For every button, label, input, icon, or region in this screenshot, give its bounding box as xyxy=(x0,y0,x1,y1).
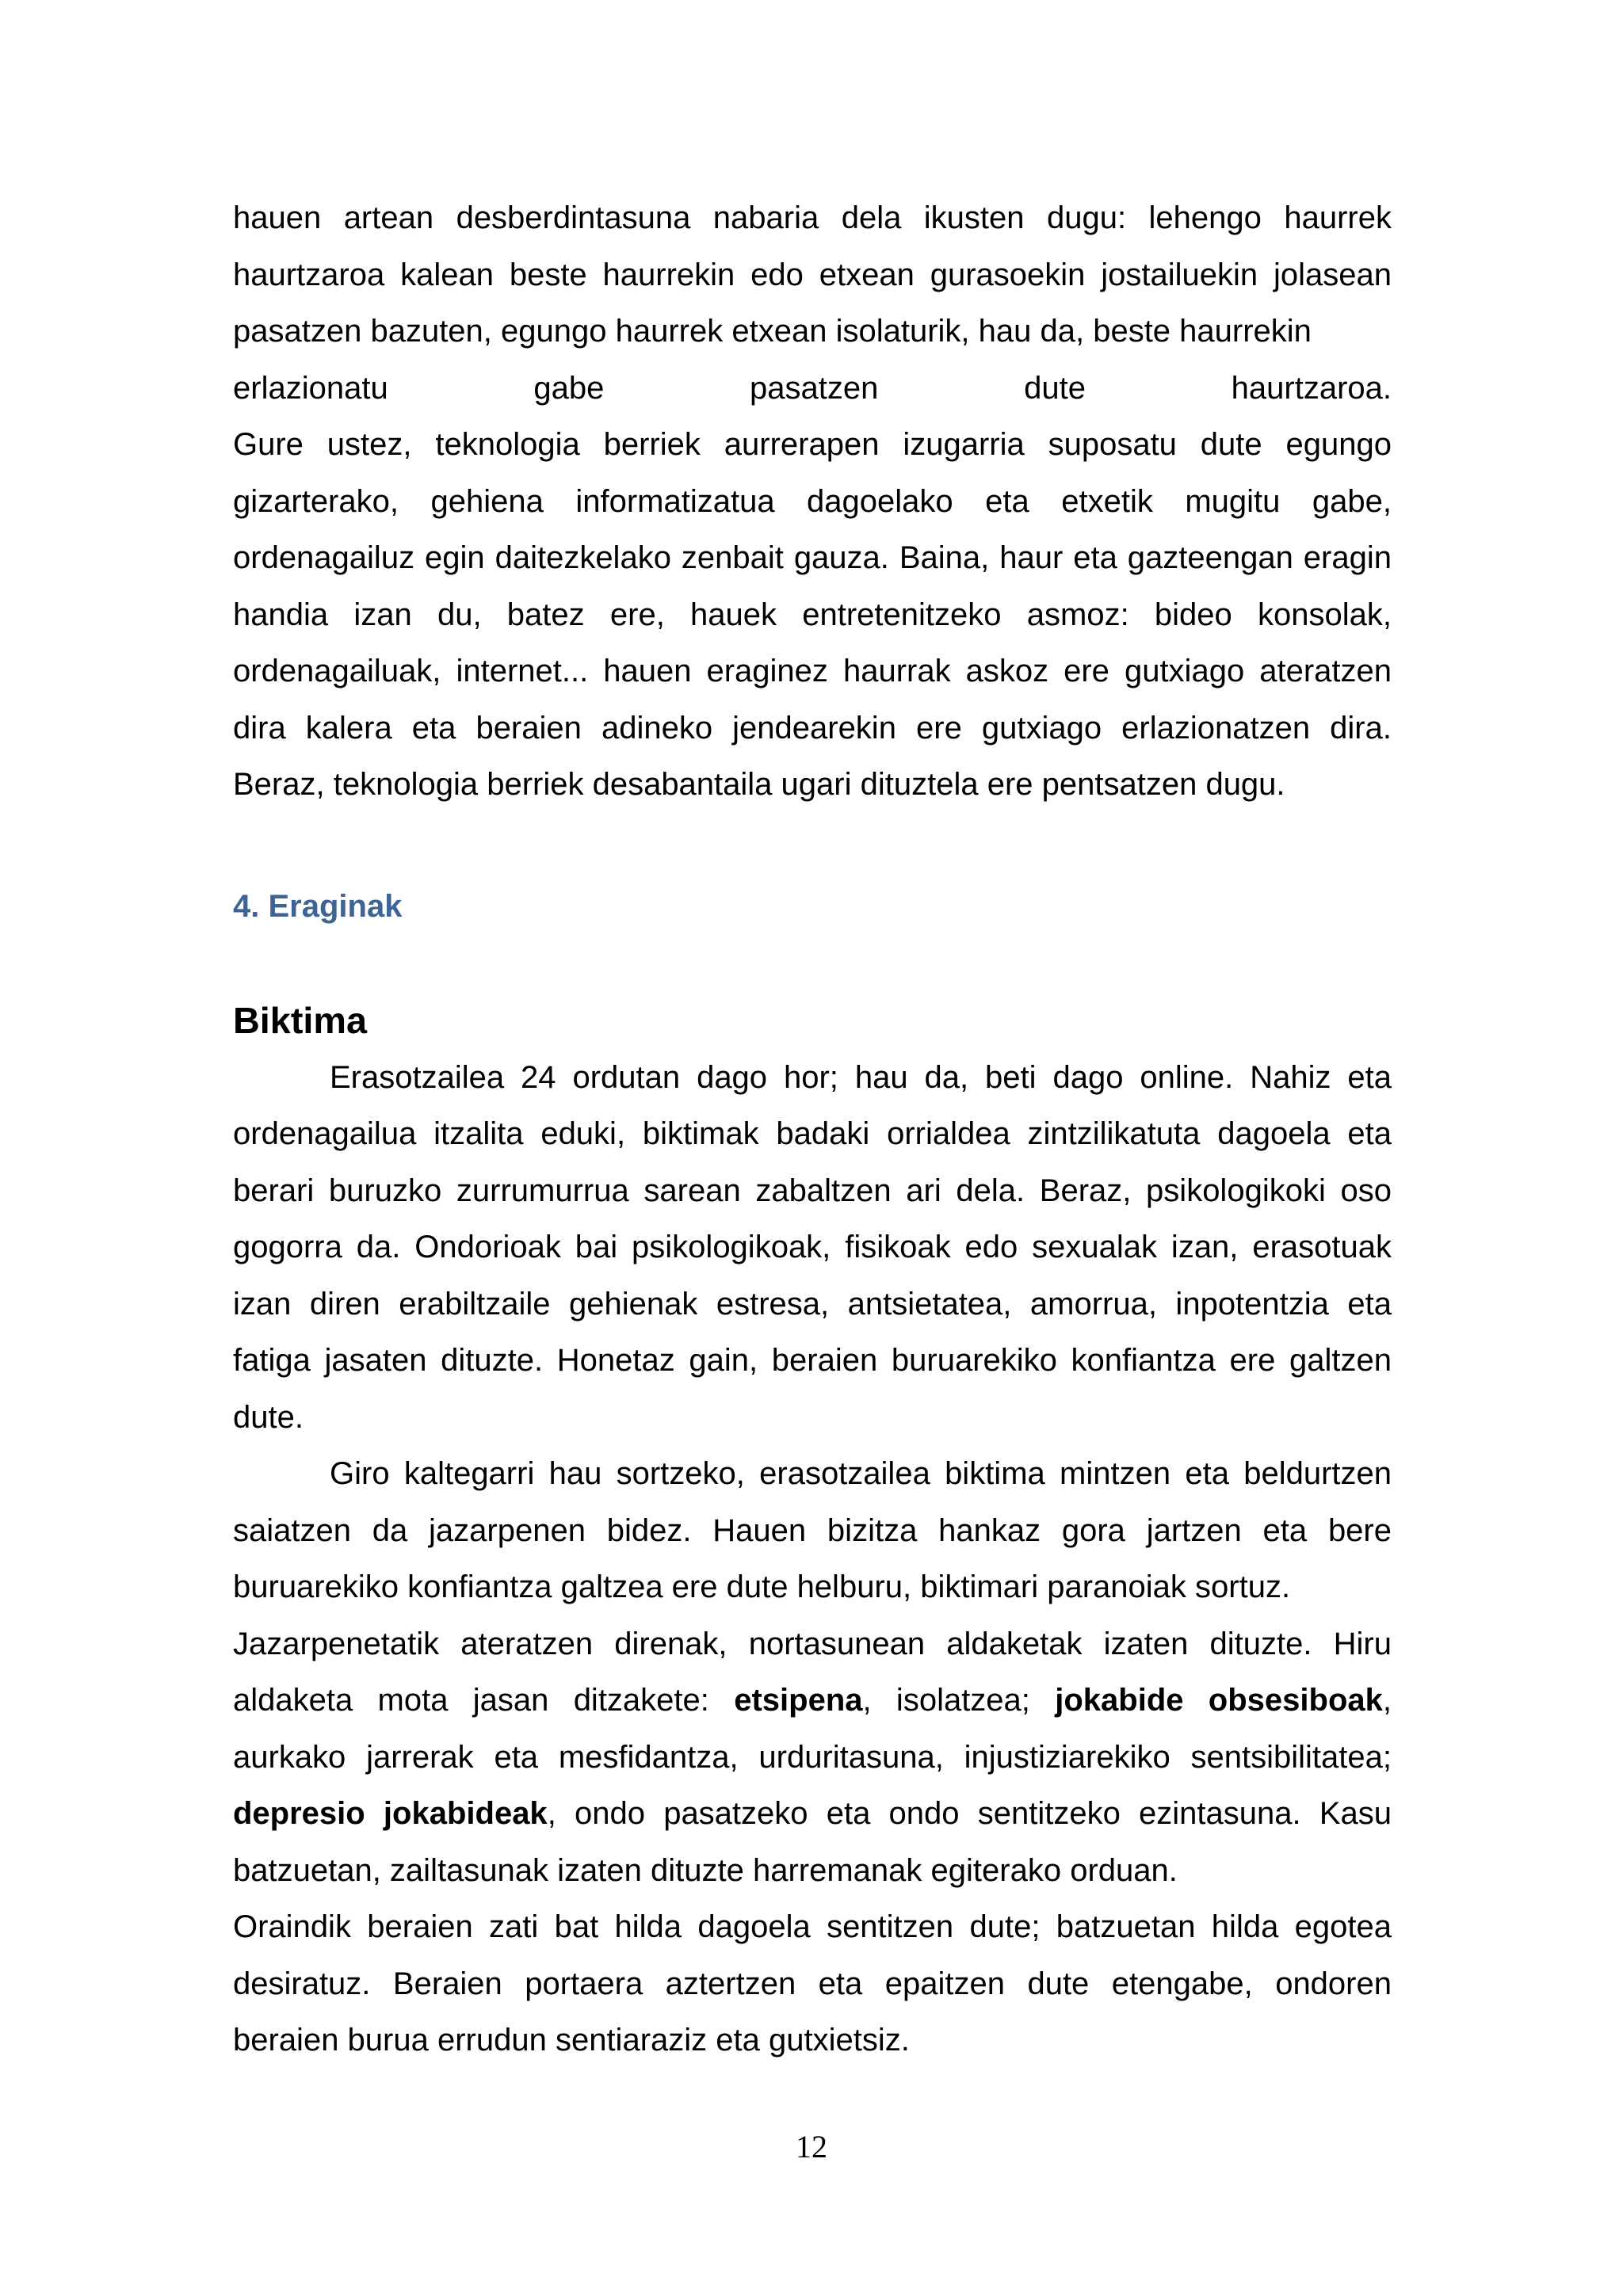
section-heading: 4. Eraginak xyxy=(233,888,403,924)
page-number: 12 xyxy=(796,2129,827,2164)
biktima-paragraph-1: Erasotzailea 24 ordutan dago hor; hau da, beti dago online. Nahiz eta ordenagailua itzalita eduki, biktimak badaki orrialdea zintzilikatuta dagoela eta berari buruzko zurrumurrua sarean zabaltzen ari dela. Beraz, psikologikoki oso gogorra da. Ondorioak bai psikologikoak, fisikoak edo sexualak izan, erasotuak izan diren erabiltzaile gehienak estresa, antsietatea, amorrua, inpotentzia eta fatiga jasaten dituzte. Honetaz gain, beraien buruarekiko konfiantza ere galtzen dute. xyxy=(233,1059,1392,1435)
bold-term-etsipena: etsipena xyxy=(734,1683,863,1718)
paragraph-text: Jazarpenetatik ateratzen direnak, nortasunean aldaketak izaten dituzte. Hiru aldaketa mota jasan ditzakete: xyxy=(233,1626,1392,1718)
intro-paragraph-1-body: hauen artean desberdintasuna nabaria dela ikusten dugu: lehengo haurrek haurtzaroa kalean beste haurrekin edo etxean gurasoekin jostailuekin jolasean pasatzen bazuten, egungo haurrek etxean isolaturik, hau da, beste haurrekin xyxy=(233,200,1392,349)
biktima-paragraph-4: Oraindik beraien zati bat hilda dagoela sentitzen dute; batzuetan hilda egotea desiratuz. Beraien portaera aztertzen eta epaitzen dute etengabe, ondoren beraien burua errudun sentiaraziz eta gutxietsiz. xyxy=(233,1909,1392,2058)
bold-term-depresio-jokabideak: depresio jokabideak xyxy=(233,1796,548,1831)
bold-term-jokabide-obsesiboak: jokabide obsesiboak xyxy=(1055,1683,1383,1718)
spacer xyxy=(233,935,1392,993)
paragraph-text: , isolatzea; xyxy=(862,1683,1056,1718)
intro-paragraph-1-last-line: erlazionatu gabe pasatzen dute haurtzaroa. xyxy=(233,370,1392,406)
spacer xyxy=(233,814,1392,879)
paragraph-text: , aurkako jarrerak eta mesfidantza, urduritasuna, injustiziarekiko sentsibilitatea; xyxy=(233,1683,1392,1775)
paragraph-text: , ondo pasatzeko eta ondo sentitzeko ezintasuna. Kasu batzuetan, zailtasunak izaten dituzte harremanak egiterako orduan. xyxy=(233,1796,1392,1888)
intro-paragraph-2: Gure ustez, teknologia berriek aurrerapen izugarria suposatu dute egungo gizarterako, gehiena informatizatua dagoelako eta etxetik mugitu gabe, ordenagailuz egin daitezkelako zenbait gauza. Baina, haur eta gazteengan eragin handia izan du, batez ere, hauek entretenitzeko asmoz: bideo konsolak, ordenagailuak, internet... hauen eraginez haurrak askoz ere gutxiago ateratzen dira kalera eta beraien adineko jendearekin ere gutxiago erlazionatzen dira. Beraz, teknologia berriek desabantaila ugari dituztela ere pentsatzen dugu. xyxy=(233,427,1392,802)
subheading-biktima: Biktima xyxy=(233,1000,368,1041)
biktima-paragraph-2: Giro kaltegarri hau sortzeko, erasotzailea biktima mintzen eta beldurtzen saiatzen da jazarpenen bidez. Hauen bizitza hankaz gora jartzen eta bere buruarekiko konfiantza galtzea ere dute helburu, biktimari paranoiak sortuz. xyxy=(233,1456,1392,1604)
document-page xyxy=(233,190,1392,2069)
biktima-paragraph-3 xyxy=(233,1616,1392,1900)
intro-paragraph-1 xyxy=(233,190,1392,417)
